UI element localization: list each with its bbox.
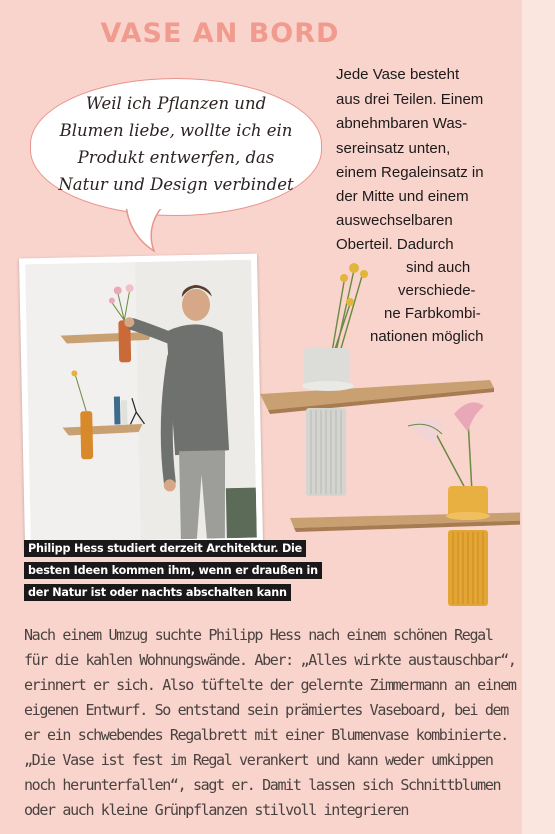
quote-line: Produkt entwerfen, das [77,148,275,167]
photo-caption-line: der Natur ist oder nachts abschalten kann [24,584,291,601]
body-text-line: „Die Vase ist fest im Regal verankert und kann weder umkippen [24,751,493,769]
quote-line: Natur und Design verbindet [58,175,294,194]
side-text-line: Jede Vase besteht [336,66,460,83]
side-text-line: abnehmbaren Was- [336,115,468,132]
article-title: VASE AN BORD [100,18,340,49]
designer-photo [19,254,263,549]
body-text-line: oder auch kleine Grünpflanzen stilvoll integrieren [24,801,409,819]
quote-bubble-tail [118,205,178,255]
photo-caption-line: Philipp Hess studiert derzeit Architektur. Die [24,540,306,557]
quote-line: Blumen liebe, wollte ich ein [59,121,293,140]
body-text-line: für die kahlen Wohnungswände. Aber: „Alles wirkte austauschbar“, [24,651,516,669]
body-text-line: er ein schwebendes Regalbrett mit einer Blumenvase kombinierte. [24,726,508,744]
side-text-line: nationen möglich [370,328,484,345]
side-text-line: verschiede- [398,282,476,299]
side-text-line: ne Farbkombi- [384,305,481,322]
body-text-line: noch herunterfallen“, sagt er. Damit lassen sich Schnittblumen [24,776,501,794]
body-text-line: eigenen Entwurf. So entstand sein prämiertes Vaseboard, bei dem [24,701,508,719]
side-text-line: sind auch [406,259,471,276]
side-text-line: der Mitte und einem [336,188,469,205]
grey-vaseboard [260,263,494,496]
side-text-line: auswechselbaren [336,212,453,229]
side-text-line: einem Regaleinsatz in [336,164,484,181]
side-text-line: aus drei Teilen. Einem [336,91,484,108]
vaseboard-product-photo [258,256,520,616]
body-text-line: Nach einem Umzug suchte Philipp Hess nach einem schönen Regal [24,626,493,644]
side-text-line: sereinsatz unten, [336,140,451,157]
page-edge [522,0,555,834]
body-text-line: erinnert er sich. Also tüftelte der gelernte Zimmermann an einem [24,676,516,694]
side-text-line: Oberteil. Dadurch [336,236,454,253]
designer-photo-illustration [25,260,257,543]
photo-caption-line: besten Ideen kommen ihm, wenn er draußen in [24,562,322,579]
quote-line: Weil ich Pflanzen und [85,94,267,113]
